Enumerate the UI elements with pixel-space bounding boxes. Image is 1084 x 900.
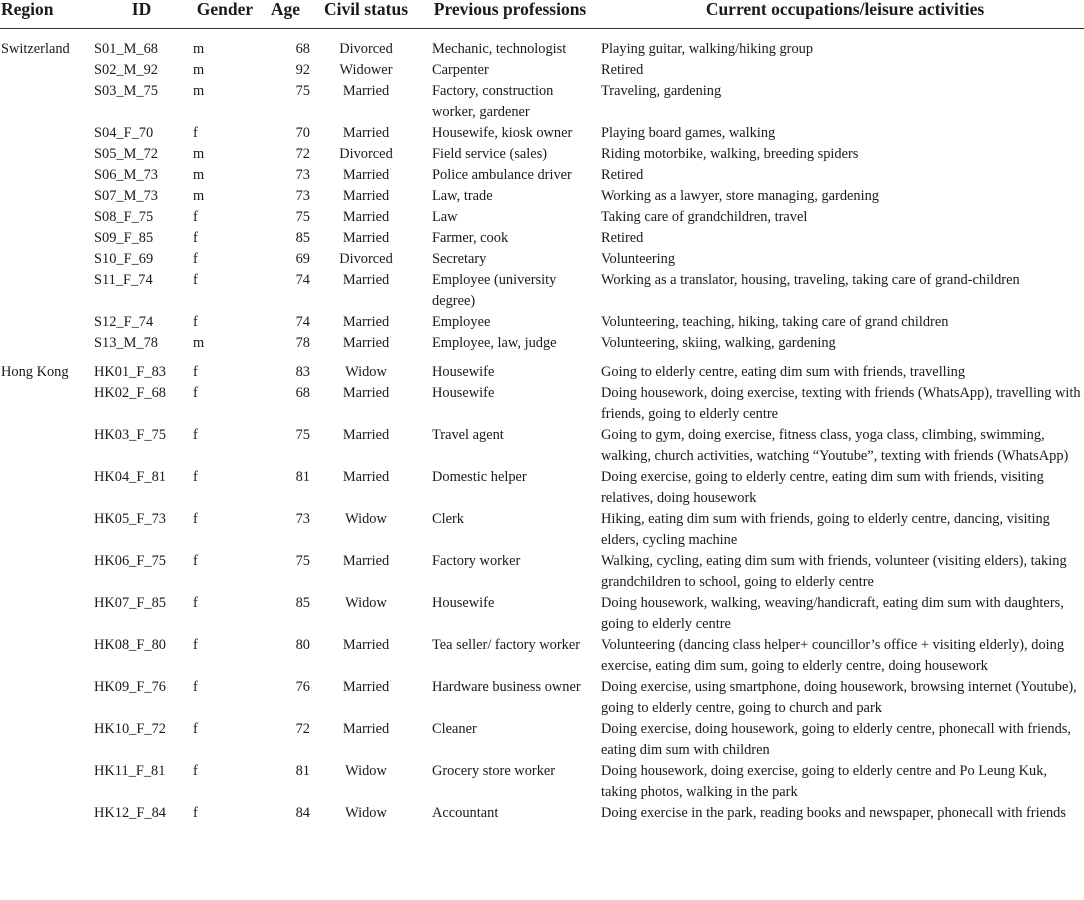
header-civil-status: Civil status [323, 0, 409, 19]
previous-professions-cell: Cleaner [432, 721, 477, 737]
gender-cell: f [193, 209, 198, 225]
age-cell: 85 [295, 595, 310, 611]
current-activities-cell: Volunteering (dancing class helper+ councillor’s office + visiting elderly), doing exercise, eating dim sum, going to elderly centre, doing housework [601, 637, 1065, 674]
table-row [0, 551, 1084, 593]
previous-professions-cell: Employee [432, 314, 491, 330]
region-cell [0, 761, 92, 803]
civil-status-cell: Widower [339, 62, 393, 78]
table-row [0, 312, 1084, 333]
gender-cell: f [193, 805, 198, 821]
civil-status-cell: Married [342, 679, 390, 695]
previous-professions-cell: Housewife [432, 595, 495, 611]
header-gender: Gender [196, 0, 254, 19]
gender-cell: f [193, 679, 198, 695]
id-cell: HK04_F_81 [94, 469, 166, 485]
region-cell [0, 312, 92, 333]
current-activities-cell: Doing housework, doing exercise, going to elderly centre and Po Leung Kuk, taking photos, walking in the park [601, 763, 1048, 800]
civil-status-cell: Married [342, 272, 390, 288]
region-cell [0, 635, 92, 677]
id-cell: HK08_F_80 [94, 637, 166, 653]
table-row [0, 593, 1084, 635]
gender-cell: f [193, 364, 198, 380]
region-cell [0, 249, 92, 270]
gender-cell: m [193, 146, 205, 162]
gender-cell: f [193, 763, 198, 779]
id-cell: HK05_F_73 [94, 511, 166, 527]
region-cell [0, 165, 92, 186]
civil-status-cell: Married [342, 335, 390, 351]
age-cell: 69 [295, 251, 310, 267]
age-cell: 75 [295, 209, 310, 225]
current-activities-cell: Hiking, eating dim sum with friends, going to elderly centre, dancing, visiting elders, cycling machine [601, 511, 1050, 548]
civil-status-cell: Married [342, 469, 390, 485]
previous-professions-cell: Housewife, kiosk owner [432, 125, 573, 141]
previous-professions-cell: Factory worker [432, 553, 521, 569]
age-cell: 75 [295, 553, 310, 569]
previous-professions-cell: Farmer, cook [432, 230, 509, 246]
table-row [0, 270, 1084, 312]
age-cell: 76 [295, 679, 310, 695]
civil-status-cell: Married [342, 167, 390, 183]
civil-status-cell: Married [342, 125, 390, 141]
table-row [0, 635, 1084, 677]
civil-status-cell: Married [342, 209, 390, 225]
id-cell: S02_M_92 [94, 62, 158, 78]
id-cell: HK12_F_84 [94, 805, 166, 821]
id-cell: HK09_F_76 [94, 679, 166, 695]
gender-cell: f [193, 125, 198, 141]
region-cell [0, 593, 92, 635]
id-cell: S12_F_74 [94, 314, 154, 330]
table-body [0, 29, 1084, 825]
table-row [0, 186, 1084, 207]
table-row [0, 29, 1084, 61]
table-row [0, 333, 1084, 354]
current-activities-cell: Going to gym, doing exercise, fitness class, yoga class, climbing, swimming, walking, church activities, watching “Youtube”, texting with friends (WhatsApp) [601, 427, 1069, 464]
gender-cell: f [193, 553, 198, 569]
current-activities-cell: Doing housework, doing exercise, texting with friends (WhatsApp), travelling with friends, going to elderly centre [601, 385, 1081, 422]
gender-cell: m [193, 188, 205, 204]
region-cell [0, 803, 92, 824]
region-cell [0, 425, 92, 467]
current-activities-cell: Retired [601, 62, 644, 78]
table-row [0, 761, 1084, 803]
region-cell [0, 677, 92, 719]
current-activities-cell: Volunteering [601, 251, 676, 267]
current-activities-cell: Going to elderly centre, eating dim sum with friends, travelling [601, 364, 966, 380]
civil-status-cell: Married [342, 83, 390, 99]
previous-professions-cell: Accountant [432, 805, 499, 821]
gender-cell: m [193, 83, 205, 99]
region-cell [0, 186, 92, 207]
gender-cell: m [193, 167, 205, 183]
civil-status-cell: Married [342, 385, 390, 401]
age-cell: 78 [295, 335, 310, 351]
table-row [0, 719, 1084, 761]
age-cell: 72 [295, 721, 310, 737]
id-cell: HK03_F_75 [94, 427, 166, 443]
gender-cell: f [193, 314, 198, 330]
id-cell: S07_M_73 [94, 188, 158, 204]
age-cell: 81 [295, 469, 310, 485]
age-cell: 85 [295, 230, 310, 246]
id-cell: S13_M_78 [94, 335, 158, 351]
age-cell: 84 [295, 805, 310, 821]
current-activities-cell: Traveling, gardening [601, 83, 722, 99]
region-cell [0, 270, 92, 312]
table-row [0, 123, 1084, 144]
age-cell: 73 [295, 188, 310, 204]
header-age: Age [270, 0, 301, 19]
table-row [0, 383, 1084, 425]
previous-professions-cell: Housewife [432, 364, 495, 380]
previous-professions-cell: Grocery store worker [432, 763, 556, 779]
region-cell: Hong Kong [1, 364, 69, 380]
table-row [0, 228, 1084, 249]
region-cell [0, 467, 92, 509]
current-activities-cell: Doing exercise, doing housework, going to elderly centre, phonecall with friends, eating dim sum with children [601, 721, 1071, 758]
table-row [0, 467, 1084, 509]
civil-status-cell: Married [342, 230, 390, 246]
civil-status-cell: Divorced [339, 251, 393, 267]
region-cell [0, 123, 92, 144]
previous-professions-cell: Mechanic, technologist [432, 41, 567, 57]
previous-professions-cell: Law, trade [432, 188, 493, 204]
table-row [0, 803, 1084, 824]
age-cell: 73 [295, 511, 310, 527]
gender-cell: f [193, 427, 198, 443]
previous-professions-cell: Law [432, 209, 458, 225]
table-row [0, 425, 1084, 467]
civil-status-cell: Divorced [339, 41, 393, 57]
table-row [0, 165, 1084, 186]
id-cell: S06_M_73 [94, 167, 158, 183]
previous-professions-cell: Factory, construction worker, gardener [432, 83, 554, 120]
previous-professions-cell: Hardware business owner [432, 679, 581, 695]
id-cell: HK06_F_75 [94, 553, 166, 569]
table-row [0, 60, 1084, 81]
current-activities-cell: Riding motorbike, walking, breeding spiders [601, 146, 859, 162]
table-row [0, 509, 1084, 551]
table-row [0, 207, 1084, 228]
age-cell: 80 [295, 637, 310, 653]
current-activities-cell: Doing housework, walking, weaving/handicraft, eating dim sum with daughters, going to elderly centre [601, 595, 1064, 632]
previous-professions-cell: Employee, law, judge [432, 335, 557, 351]
age-cell: 74 [295, 314, 310, 330]
gender-cell: f [193, 469, 198, 485]
previous-professions-cell: Employee (university degree) [432, 272, 557, 309]
age-cell: 70 [295, 125, 310, 141]
previous-professions-cell: Field service (sales) [432, 146, 548, 162]
id-cell: HK02_F_68 [94, 385, 166, 401]
civil-status-cell: Married [342, 721, 390, 737]
previous-professions-cell: Secretary [432, 251, 487, 267]
current-activities-cell: Retired [601, 167, 644, 183]
civil-status-cell: Widow [345, 511, 387, 527]
gender-cell: f [193, 637, 198, 653]
civil-status-cell: Married [342, 188, 390, 204]
previous-professions-cell: Police ambulance driver [432, 167, 572, 183]
age-cell: 83 [295, 364, 310, 380]
gender-cell: m [193, 335, 205, 351]
id-cell: HK10_F_72 [94, 721, 166, 737]
civil-status-cell: Married [342, 553, 390, 569]
region-cell [0, 207, 92, 228]
gender-cell: f [193, 385, 198, 401]
gender-cell: f [193, 595, 198, 611]
current-activities-cell: Volunteering, teaching, hiking, taking care of grand children [601, 314, 949, 330]
age-cell: 68 [295, 41, 310, 57]
civil-status-cell: Married [342, 637, 390, 653]
current-activities-cell: Volunteering, skiing, walking, gardening [601, 335, 836, 351]
region-cell [0, 81, 92, 123]
civil-status-cell: Married [342, 427, 390, 443]
id-cell: HK01_F_83 [94, 364, 166, 380]
id-cell: S03_M_75 [94, 83, 158, 99]
gender-cell: m [193, 41, 205, 57]
current-activities-cell: Doing exercise, using smartphone, doing housework, browsing internet (Youtube), going to elderly centre, going to church and park [601, 679, 1077, 716]
current-activities-cell: Playing guitar, walking/hiking group [601, 41, 814, 57]
civil-status-cell: Widow [345, 364, 387, 380]
id-cell: S08_F_75 [94, 209, 154, 225]
header-row [0, 0, 1084, 29]
current-activities-cell: Working as a lawyer, store managing, gardening [601, 188, 879, 204]
civil-status-cell: Widow [345, 805, 387, 821]
current-activities-cell: Doing exercise in the park, reading books and newspaper, phonecall with friends [601, 805, 1066, 821]
header-id: ID [131, 0, 152, 19]
age-cell: 74 [295, 272, 310, 288]
table-row [0, 144, 1084, 165]
id-cell: S05_M_72 [94, 146, 158, 162]
region-cell: Switzerland [1, 41, 70, 57]
header-previous-professions: Previous professions [433, 0, 587, 19]
current-activities-cell: Retired [601, 230, 644, 246]
gender-cell: m [193, 62, 205, 78]
previous-professions-cell: Travel agent [432, 427, 504, 443]
current-activities-cell: Working as a translator, housing, traveling, taking care of grand-children [601, 272, 1020, 288]
table-row [0, 81, 1084, 123]
table-row [0, 354, 1084, 383]
header-region: Region [1, 0, 54, 19]
header-current-activities: Current occupations/leisure activities [705, 0, 985, 19]
gender-cell: f [193, 511, 198, 527]
id-cell: HK07_F_85 [94, 595, 166, 611]
region-cell [0, 509, 92, 551]
table-row [0, 249, 1084, 270]
id-cell: S01_M_68 [94, 41, 158, 57]
id-cell: S04_F_70 [94, 125, 154, 141]
gender-cell: f [193, 272, 198, 288]
age-cell: 75 [295, 83, 310, 99]
region-cell [0, 228, 92, 249]
previous-professions-cell: Clerk [432, 511, 464, 527]
civil-status-cell: Widow [345, 763, 387, 779]
current-activities-cell: Walking, cycling, eating dim sum with friends, volunteer (visiting elders), taking grandchildren to school, going to elderly centre [601, 553, 1067, 590]
id-cell: S09_F_85 [94, 230, 154, 246]
current-activities-cell: Taking care of grandchildren, travel [601, 209, 808, 225]
table-header [0, 0, 1084, 29]
previous-professions-cell: Domestic helper [432, 469, 527, 485]
age-cell: 81 [295, 763, 310, 779]
age-cell: 92 [295, 62, 310, 78]
region-cell [0, 60, 92, 81]
civil-status-cell: Married [342, 314, 390, 330]
gender-cell: f [193, 230, 198, 246]
previous-professions-cell: Carpenter [432, 62, 489, 78]
current-activities-cell: Playing board games, walking [601, 125, 776, 141]
age-cell: 72 [295, 146, 310, 162]
region-cell [0, 144, 92, 165]
id-cell: S10_F_69 [94, 251, 154, 267]
id-cell: HK11_F_81 [94, 763, 166, 779]
id-cell: S11_F_74 [94, 272, 153, 288]
age-cell: 73 [295, 167, 310, 183]
age-cell: 68 [295, 385, 310, 401]
previous-professions-cell: Tea seller/ factory worker [432, 637, 581, 653]
table-row [0, 677, 1084, 719]
region-cell [0, 333, 92, 354]
previous-professions-cell: Housewife [432, 385, 495, 401]
gender-cell: f [193, 721, 198, 737]
gender-cell: f [193, 251, 198, 267]
region-cell [0, 719, 92, 761]
age-cell: 75 [295, 427, 310, 443]
region-cell [0, 383, 92, 425]
current-activities-cell: Doing exercise, going to elderly centre, eating dim sum with friends, visiting relatives, doing housework [601, 469, 1044, 506]
civil-status-cell: Widow [345, 595, 387, 611]
region-cell [0, 551, 92, 593]
civil-status-cell: Divorced [339, 146, 393, 162]
